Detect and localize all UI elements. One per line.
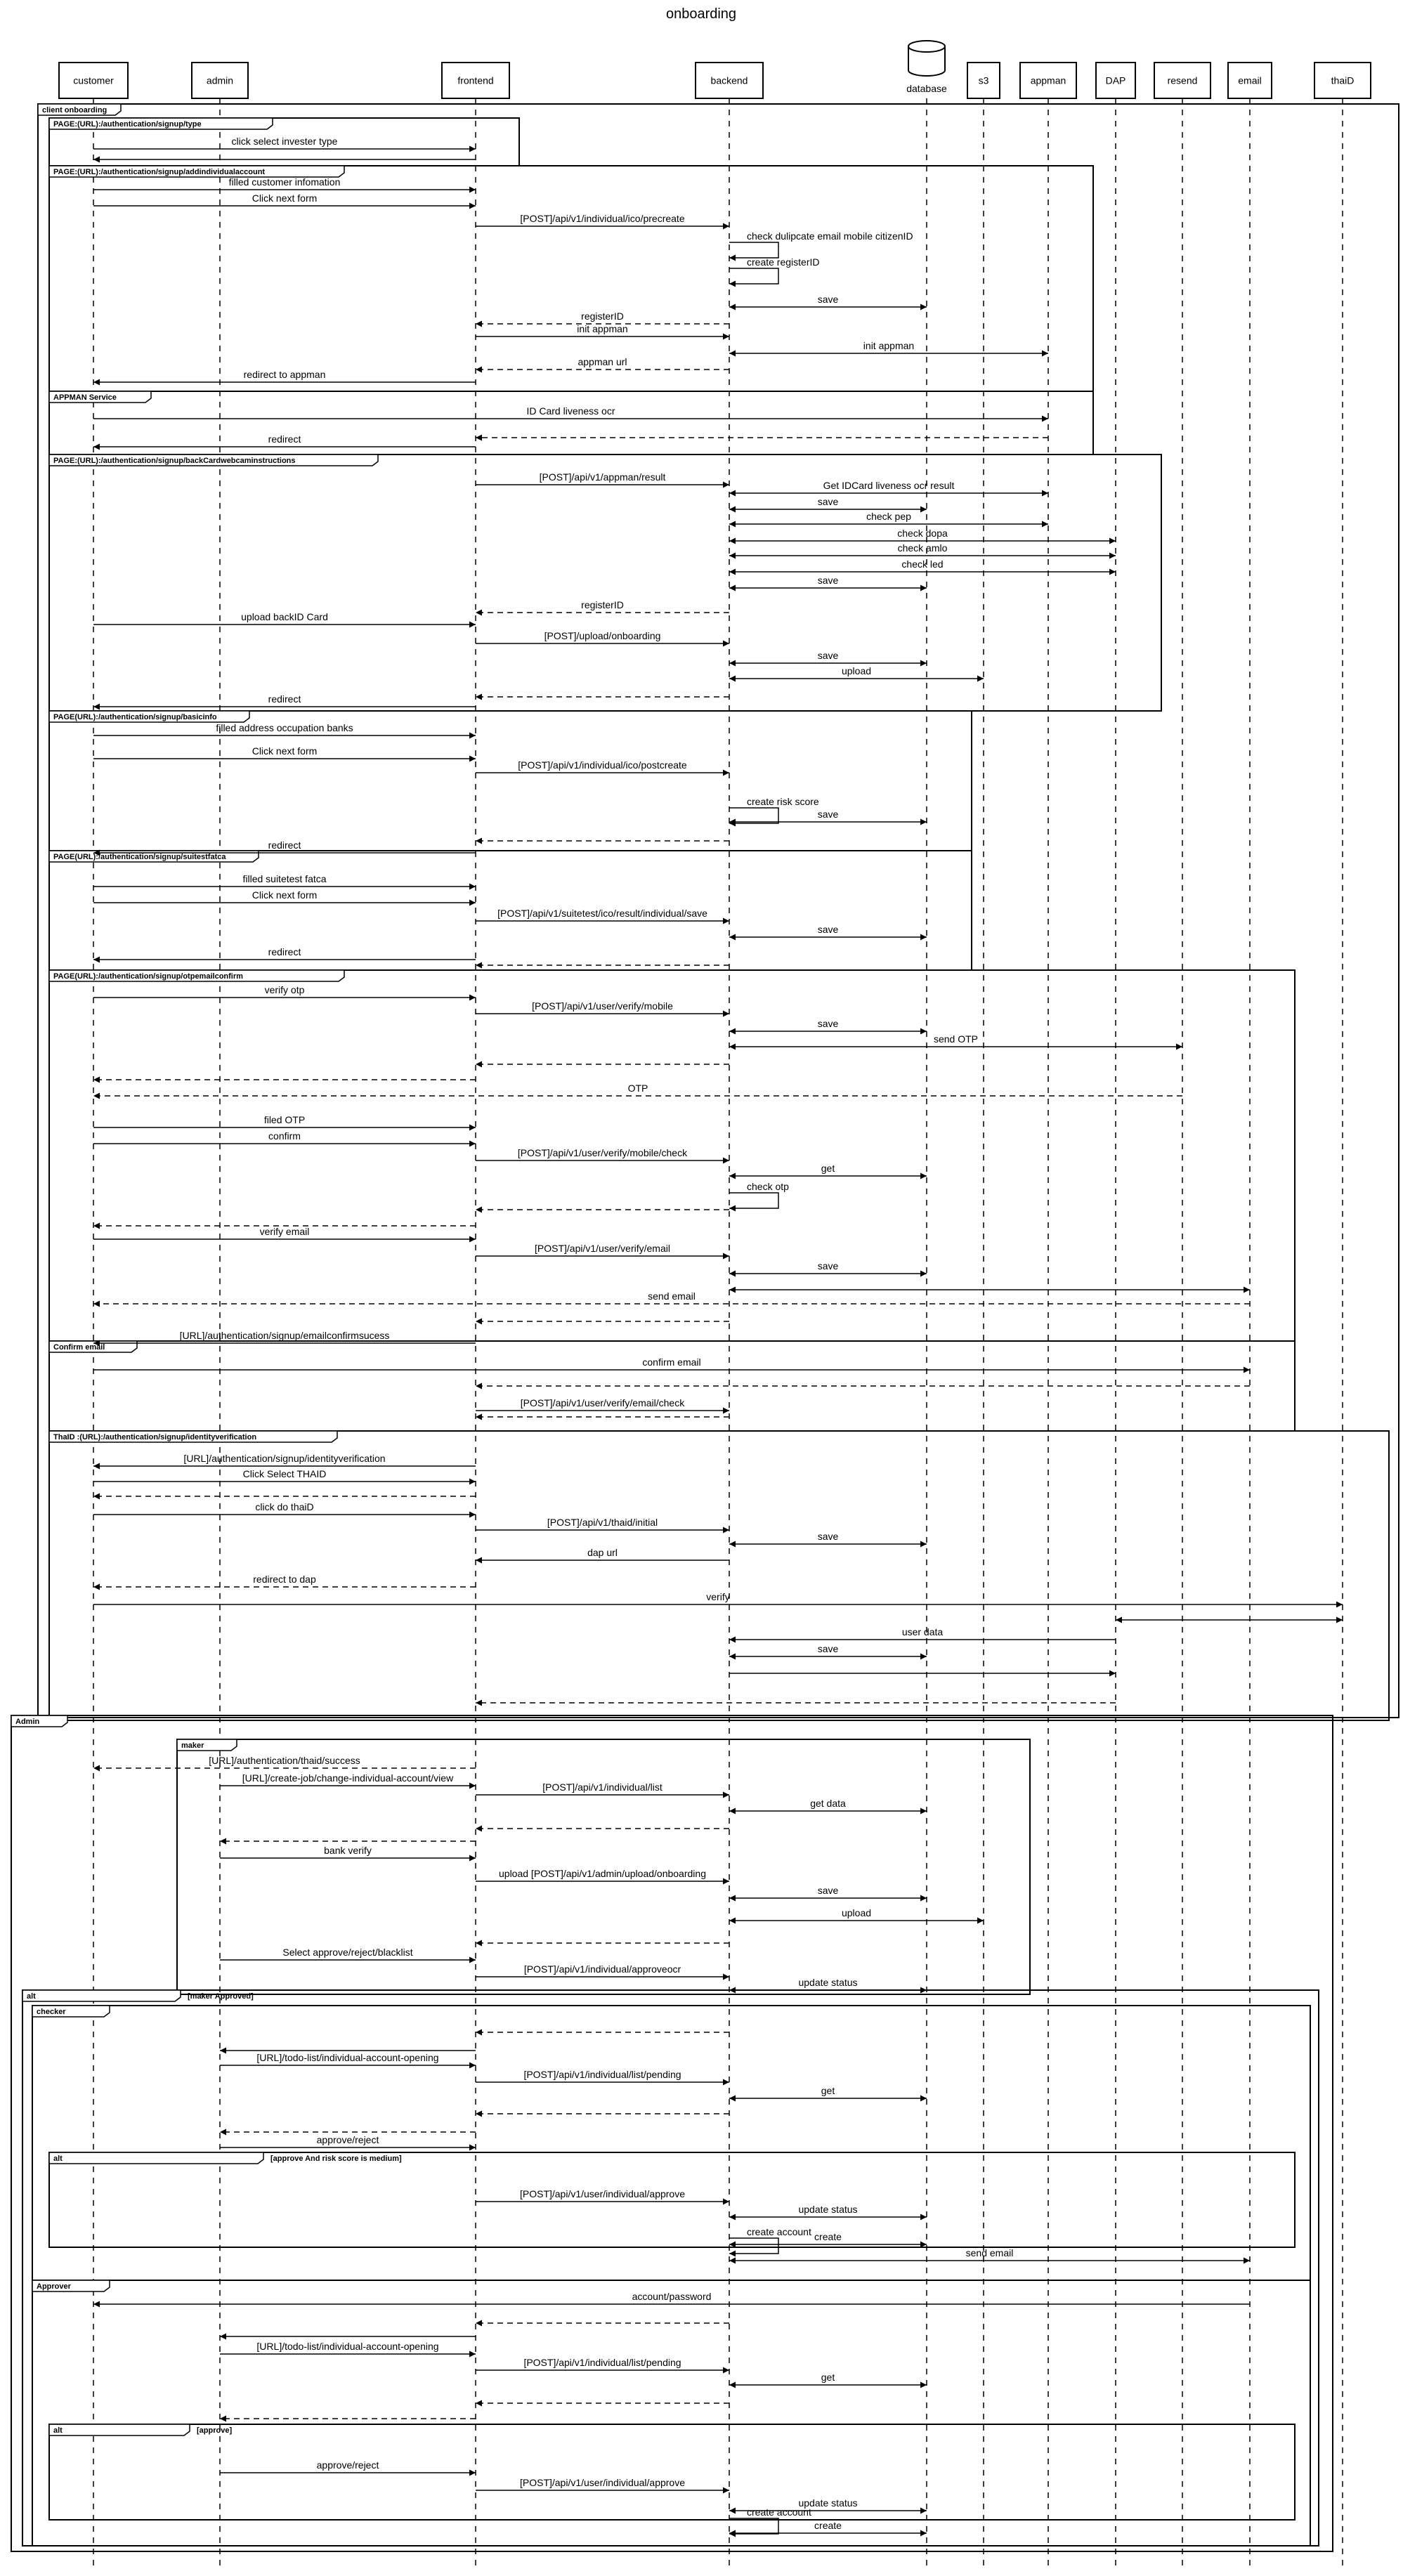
message-label: init appman: [863, 340, 915, 351]
message-label: check led: [901, 558, 944, 570]
message: [93, 405, 1048, 419]
message: [729, 2085, 927, 2098]
participant-label: frontend: [457, 74, 494, 86]
message-label: create: [814, 2231, 842, 2242]
group-frame: [32, 2280, 1310, 2546]
message-label: confirm: [268, 1130, 301, 1142]
message-label: verify otp: [264, 984, 305, 995]
message-label: create: [814, 2520, 842, 2531]
frame-border: [49, 391, 1093, 455]
message-label: [URL]/todo-list/individual-account-opening: [256, 2052, 439, 2063]
message-label: [POST]/api/v1/user/verify/mobile: [532, 1000, 673, 1012]
message: [476, 2188, 729, 2202]
self-message-arrow: [729, 268, 778, 284]
message: [729, 511, 1048, 524]
message: [93, 1356, 1250, 1370]
message-label: [URL]/authentication/signup/identityverification: [183, 1453, 386, 1464]
message-label: upload [POST]/api/v1/admin/upload/onboarding: [499, 1868, 706, 1879]
message: [476, 1147, 729, 1160]
frame-border: [49, 2424, 1295, 2520]
message-label: upload: [841, 665, 872, 676]
frame-border: [49, 711, 972, 851]
message: [93, 1468, 476, 1482]
message-label: [POST]/api/v1/user/verify/email/check: [520, 1397, 685, 1408]
message: [93, 1755, 476, 1768]
message-label: send OTP: [933, 1033, 979, 1045]
message-label: redirect: [268, 693, 301, 705]
message-label: upload backID Card: [241, 611, 328, 622]
message-label: create account: [747, 2506, 811, 2518]
frame-tab: [22, 1990, 181, 2001]
frame-label: client onboarding: [42, 106, 107, 115]
message: [729, 340, 1048, 353]
message: [93, 745, 476, 759]
message: [476, 213, 729, 226]
messages: [93, 136, 1343, 2534]
message-label: approve/reject: [316, 2134, 379, 2145]
message-label: [POST]/api/v1/user/verify/mobile/check: [517, 1147, 688, 1158]
message-label: registerID: [581, 599, 624, 610]
message-label: Click next form: [252, 745, 318, 757]
message-label: [POST]/api/v1/individual/ico/postcreate: [518, 759, 687, 771]
message-label: click do thaiD: [255, 1501, 314, 1512]
message-label: filled address occupation banks: [216, 722, 353, 733]
message: [476, 1963, 729, 1977]
participant-label: thaiD: [1331, 74, 1355, 86]
message: [729, 1181, 789, 1208]
message-label: redirect: [268, 433, 301, 445]
participant-frontend: [442, 63, 509, 98]
message-label: save: [817, 1260, 839, 1271]
frame-label: alt: [53, 2155, 63, 2163]
message-label: check dopa: [897, 528, 948, 539]
message: [476, 1517, 729, 1530]
message-label: save: [817, 496, 839, 507]
message: [93, 1501, 476, 1515]
message-label: confirm email: [642, 1356, 701, 1368]
message: [93, 1591, 1343, 1604]
message: [220, 1947, 476, 1960]
frame-tab: [49, 2424, 190, 2436]
message: [729, 230, 913, 258]
message-label: ID Card liveness ocr: [526, 405, 615, 417]
frame-label: Approver: [37, 2282, 71, 2291]
message-label: update status: [798, 2204, 858, 2215]
participant-customer: [59, 63, 128, 98]
message-label: approve/reject: [316, 2459, 379, 2471]
participant-label: customer: [73, 74, 114, 86]
message: [476, 1781, 729, 1795]
message: [729, 2372, 927, 2385]
message-label: [URL]/authentication/signup/emailconfirmsucess: [179, 1330, 390, 1341]
message-label: check otp: [747, 1181, 789, 1192]
message: [729, 1260, 927, 1274]
message: [93, 2291, 1250, 2304]
message: [729, 1907, 984, 1921]
message-label: get data: [810, 1798, 846, 1809]
message: [476, 356, 729, 370]
message: [729, 2204, 927, 2217]
message: [476, 323, 729, 336]
self-message-arrow: [729, 808, 778, 823]
frame-label: PAGE:(URL):/authentication/signup/type: [53, 120, 202, 129]
message-label: Get IDCard liveness ocr result: [823, 480, 955, 491]
frame-label: APPMAN Service: [53, 393, 117, 402]
message: [729, 1163, 927, 1176]
message-label: [POST]/api/v1/individual/approveocr: [523, 1963, 681, 1975]
self-message-arrow: [729, 242, 778, 258]
message-label: [POST]/api/v1/user/individual/approve: [519, 2477, 686, 2488]
frame-label: alt: [53, 2426, 63, 2435]
diagram-title: onboarding: [665, 6, 737, 22]
message-label: filled customer infomation: [228, 176, 341, 188]
message: [476, 1000, 729, 1014]
message-label: [POST]/api/v1/individual/list/pending: [523, 2069, 681, 2080]
message-label: [POST]/api/v1/individual/ico/precreate: [520, 213, 685, 224]
participant-label: DAP: [1105, 74, 1126, 86]
message: [93, 1130, 476, 1144]
frame-border: [32, 2006, 1310, 2280]
message-label: init appman: [577, 323, 628, 334]
message-label: bank verify: [324, 1845, 372, 1856]
frame-label: Confirm email: [53, 1343, 105, 1352]
message: [476, 1547, 729, 1560]
message-label: [URL]/create-job/change-individual-account/view: [242, 1772, 454, 1784]
message: [729, 1977, 927, 1990]
message-label: registerID: [581, 310, 624, 322]
database-cylinder-top: [908, 41, 945, 52]
participant-backend: [696, 63, 763, 98]
message-label: [POST]/upload/onboarding: [544, 630, 661, 641]
participant-label: resend: [1167, 74, 1198, 86]
message: [729, 1798, 927, 1811]
message: [476, 310, 729, 324]
frame-label: PAGE:(URL):/authentication/signup/backCardwebcaminstructions: [53, 457, 296, 465]
participant-s3: [967, 63, 1000, 98]
message: [220, 2134, 476, 2147]
message-label: save: [817, 1643, 839, 1654]
message: [93, 1083, 1182, 1096]
message-label: filed OTP: [263, 1114, 306, 1125]
message-label: appman url: [577, 356, 627, 367]
message: [220, 2341, 476, 2354]
message: [729, 2520, 927, 2533]
message-label: [POST]/api/v1/user/individual/approve: [519, 2188, 686, 2199]
message-label: check pep: [866, 511, 911, 522]
message-label: save: [817, 575, 839, 586]
message: [729, 294, 927, 307]
message: [220, 1772, 476, 1786]
message: [93, 1574, 476, 1587]
participant-label: admin: [206, 74, 234, 86]
message: [93, 369, 476, 382]
message: [729, 480, 1048, 493]
message: [729, 558, 1116, 572]
message-label: [POST]/api/v1/user/verify/email: [535, 1243, 670, 1254]
message-label: dap url: [587, 1547, 618, 1558]
message: [729, 1531, 927, 1544]
message: [476, 1397, 729, 1411]
frame-label: PAGE:(URL):/authentication/signup/addindividualaccount: [53, 168, 266, 176]
group-frame: [49, 166, 1093, 391]
frame-label: PAGE(URL):/authentication/signup/otpemailconfirm: [53, 972, 243, 981]
participant-thaid: [1314, 63, 1371, 98]
message: [93, 1290, 1250, 1304]
message: [93, 873, 476, 887]
participant-appman: [1020, 63, 1076, 98]
message: [729, 796, 819, 823]
message-label: user data: [901, 1626, 944, 1637]
participant-label: s3: [978, 74, 989, 86]
message: [93, 722, 476, 735]
message-label: [POST]/api/v1/appman/result: [539, 471, 666, 483]
participant-label: email: [1238, 74, 1262, 86]
message-label: [POST]/api/v1/individual/list: [542, 1781, 663, 1793]
participant-admin: [192, 63, 248, 98]
message: [93, 984, 476, 998]
message: [729, 1885, 927, 1898]
message-label: redirect: [268, 946, 301, 957]
message: [220, 1845, 476, 1858]
participant-database: [906, 41, 947, 94]
message-label: create registerID: [747, 256, 820, 268]
participant-label: backend: [710, 74, 748, 86]
self-message-arrow: [729, 2238, 778, 2254]
frame-tab: [49, 2152, 263, 2164]
group-frame: [38, 104, 1399, 1718]
self-message-arrow: [729, 1193, 778, 1208]
message: [476, 630, 729, 643]
message: [93, 1453, 476, 1466]
participant-resend: [1154, 63, 1211, 98]
frame-label: PAGE(URL):/authentication/signup/basicinfo: [53, 713, 217, 721]
message: [93, 889, 476, 903]
message-label: redirect to dap: [253, 1574, 316, 1585]
message-label: save: [817, 1885, 839, 1896]
message-label: [POST]/api/v1/individual/list/pending: [523, 2357, 681, 2368]
participant-dap: [1096, 63, 1135, 98]
participant-label: appman: [1030, 74, 1066, 86]
message-label: OTP: [627, 1083, 648, 1094]
message-label: verify email: [259, 1226, 310, 1237]
frame-label: alt: [27, 1992, 36, 2001]
message-label: [URL]/todo-list/individual-account-opening: [256, 2341, 439, 2352]
message: [729, 542, 1116, 556]
message-label: check amlo: [897, 542, 948, 554]
message: [729, 1643, 927, 1656]
message-label: get: [821, 1163, 835, 1174]
message: [93, 136, 476, 149]
message: [476, 2069, 729, 2082]
message: [729, 2226, 811, 2254]
message: [93, 192, 476, 206]
message: [476, 2357, 729, 2370]
frame-border: [38, 104, 1399, 1718]
message-label: create account: [747, 2226, 811, 2237]
message: [476, 908, 729, 921]
message: [220, 2052, 476, 2065]
message-label: redirect: [268, 839, 301, 851]
message: [93, 1226, 476, 1239]
message: [729, 1033, 1182, 1047]
message-label: get: [821, 2372, 835, 2383]
message-label: Select approve/reject/blacklist: [282, 1947, 413, 1958]
message: [93, 176, 476, 190]
participant-email: [1228, 63, 1272, 98]
frame-label: ThaID :(URL):/authentication/signup/identityverification: [53, 1433, 257, 1441]
frame-border: [32, 2280, 1310, 2546]
message: [729, 924, 927, 937]
message: [729, 1018, 927, 1031]
frame-label: maker: [181, 1741, 204, 1750]
message: [220, 2459, 476, 2473]
message-label: verify: [706, 1591, 730, 1602]
message: [476, 1868, 729, 1881]
message: [729, 1626, 1116, 1640]
message-label: save: [817, 1531, 839, 1542]
message-label: send email: [965, 2247, 1014, 2258]
message-label: get: [821, 2085, 835, 2096]
message: [93, 693, 476, 707]
participant-label: database: [906, 83, 947, 94]
group-frame: [49, 391, 1093, 455]
frame-label: checker: [37, 2008, 66, 2016]
message-label: send email: [648, 1290, 696, 1302]
message-label: click select invester type: [231, 136, 338, 147]
message: [93, 433, 476, 447]
message-label: Click Select THAID: [242, 1468, 327, 1479]
message-label: update status: [798, 1977, 858, 1988]
message-label: save: [817, 809, 839, 820]
message: [729, 665, 984, 679]
participant-heads: [59, 41, 1371, 98]
message: [476, 471, 729, 485]
message: [729, 256, 819, 284]
message-label: upload: [841, 1907, 872, 1918]
group-frame: [49, 711, 972, 851]
message: [476, 2477, 729, 2490]
frame-border: [49, 166, 1093, 391]
message-label: save: [817, 650, 839, 661]
message-label: check dulipcate email mobile citizenID: [747, 230, 913, 242]
alt-frame: [49, 2424, 1295, 2520]
frame-condition: [approve]: [197, 2426, 233, 2435]
message-label: save: [817, 924, 839, 935]
message-label: create risk score: [747, 796, 819, 807]
frame-condition: [maker Approved]: [188, 1992, 254, 2001]
frame-border: [49, 2152, 1295, 2247]
message-label: [POST]/api/v1/thaid/initial: [547, 1517, 658, 1528]
frame-condition: [approve And risk score is medium]: [270, 2155, 402, 2163]
self-message-arrow: [729, 2518, 778, 2534]
message: [729, 528, 1116, 541]
message-label: save: [817, 294, 839, 305]
frame-label: Admin: [15, 1718, 40, 1726]
message-label: update status: [798, 2497, 858, 2509]
message-label: filled suitetest fatca: [242, 873, 327, 884]
frame-label: PAGE(URL):/authentication/signup/suitestfatca: [53, 853, 226, 861]
message: [476, 759, 729, 773]
group-frame: [32, 2006, 1310, 2280]
message: [729, 496, 927, 509]
message-label: [POST]/api/v1/suitetest/ico/result/individual/save: [497, 908, 707, 919]
message: [93, 946, 476, 960]
message-label: [URL]/authentication/thaid/success: [209, 1755, 360, 1766]
message: [93, 611, 476, 625]
message: [93, 1114, 476, 1127]
message: [476, 1243, 729, 1256]
message-label: redirect to appman: [243, 369, 326, 380]
message: [729, 809, 927, 822]
message: [729, 2247, 1250, 2261]
message: [476, 599, 729, 613]
message-label: Click next form: [252, 192, 318, 204]
alt-frame: [49, 2152, 1295, 2247]
message-label: save: [817, 1018, 839, 1029]
message: [729, 575, 927, 588]
message: [729, 650, 927, 663]
message-label: Click next form: [252, 889, 318, 901]
message-label: account/password: [632, 2291, 712, 2302]
